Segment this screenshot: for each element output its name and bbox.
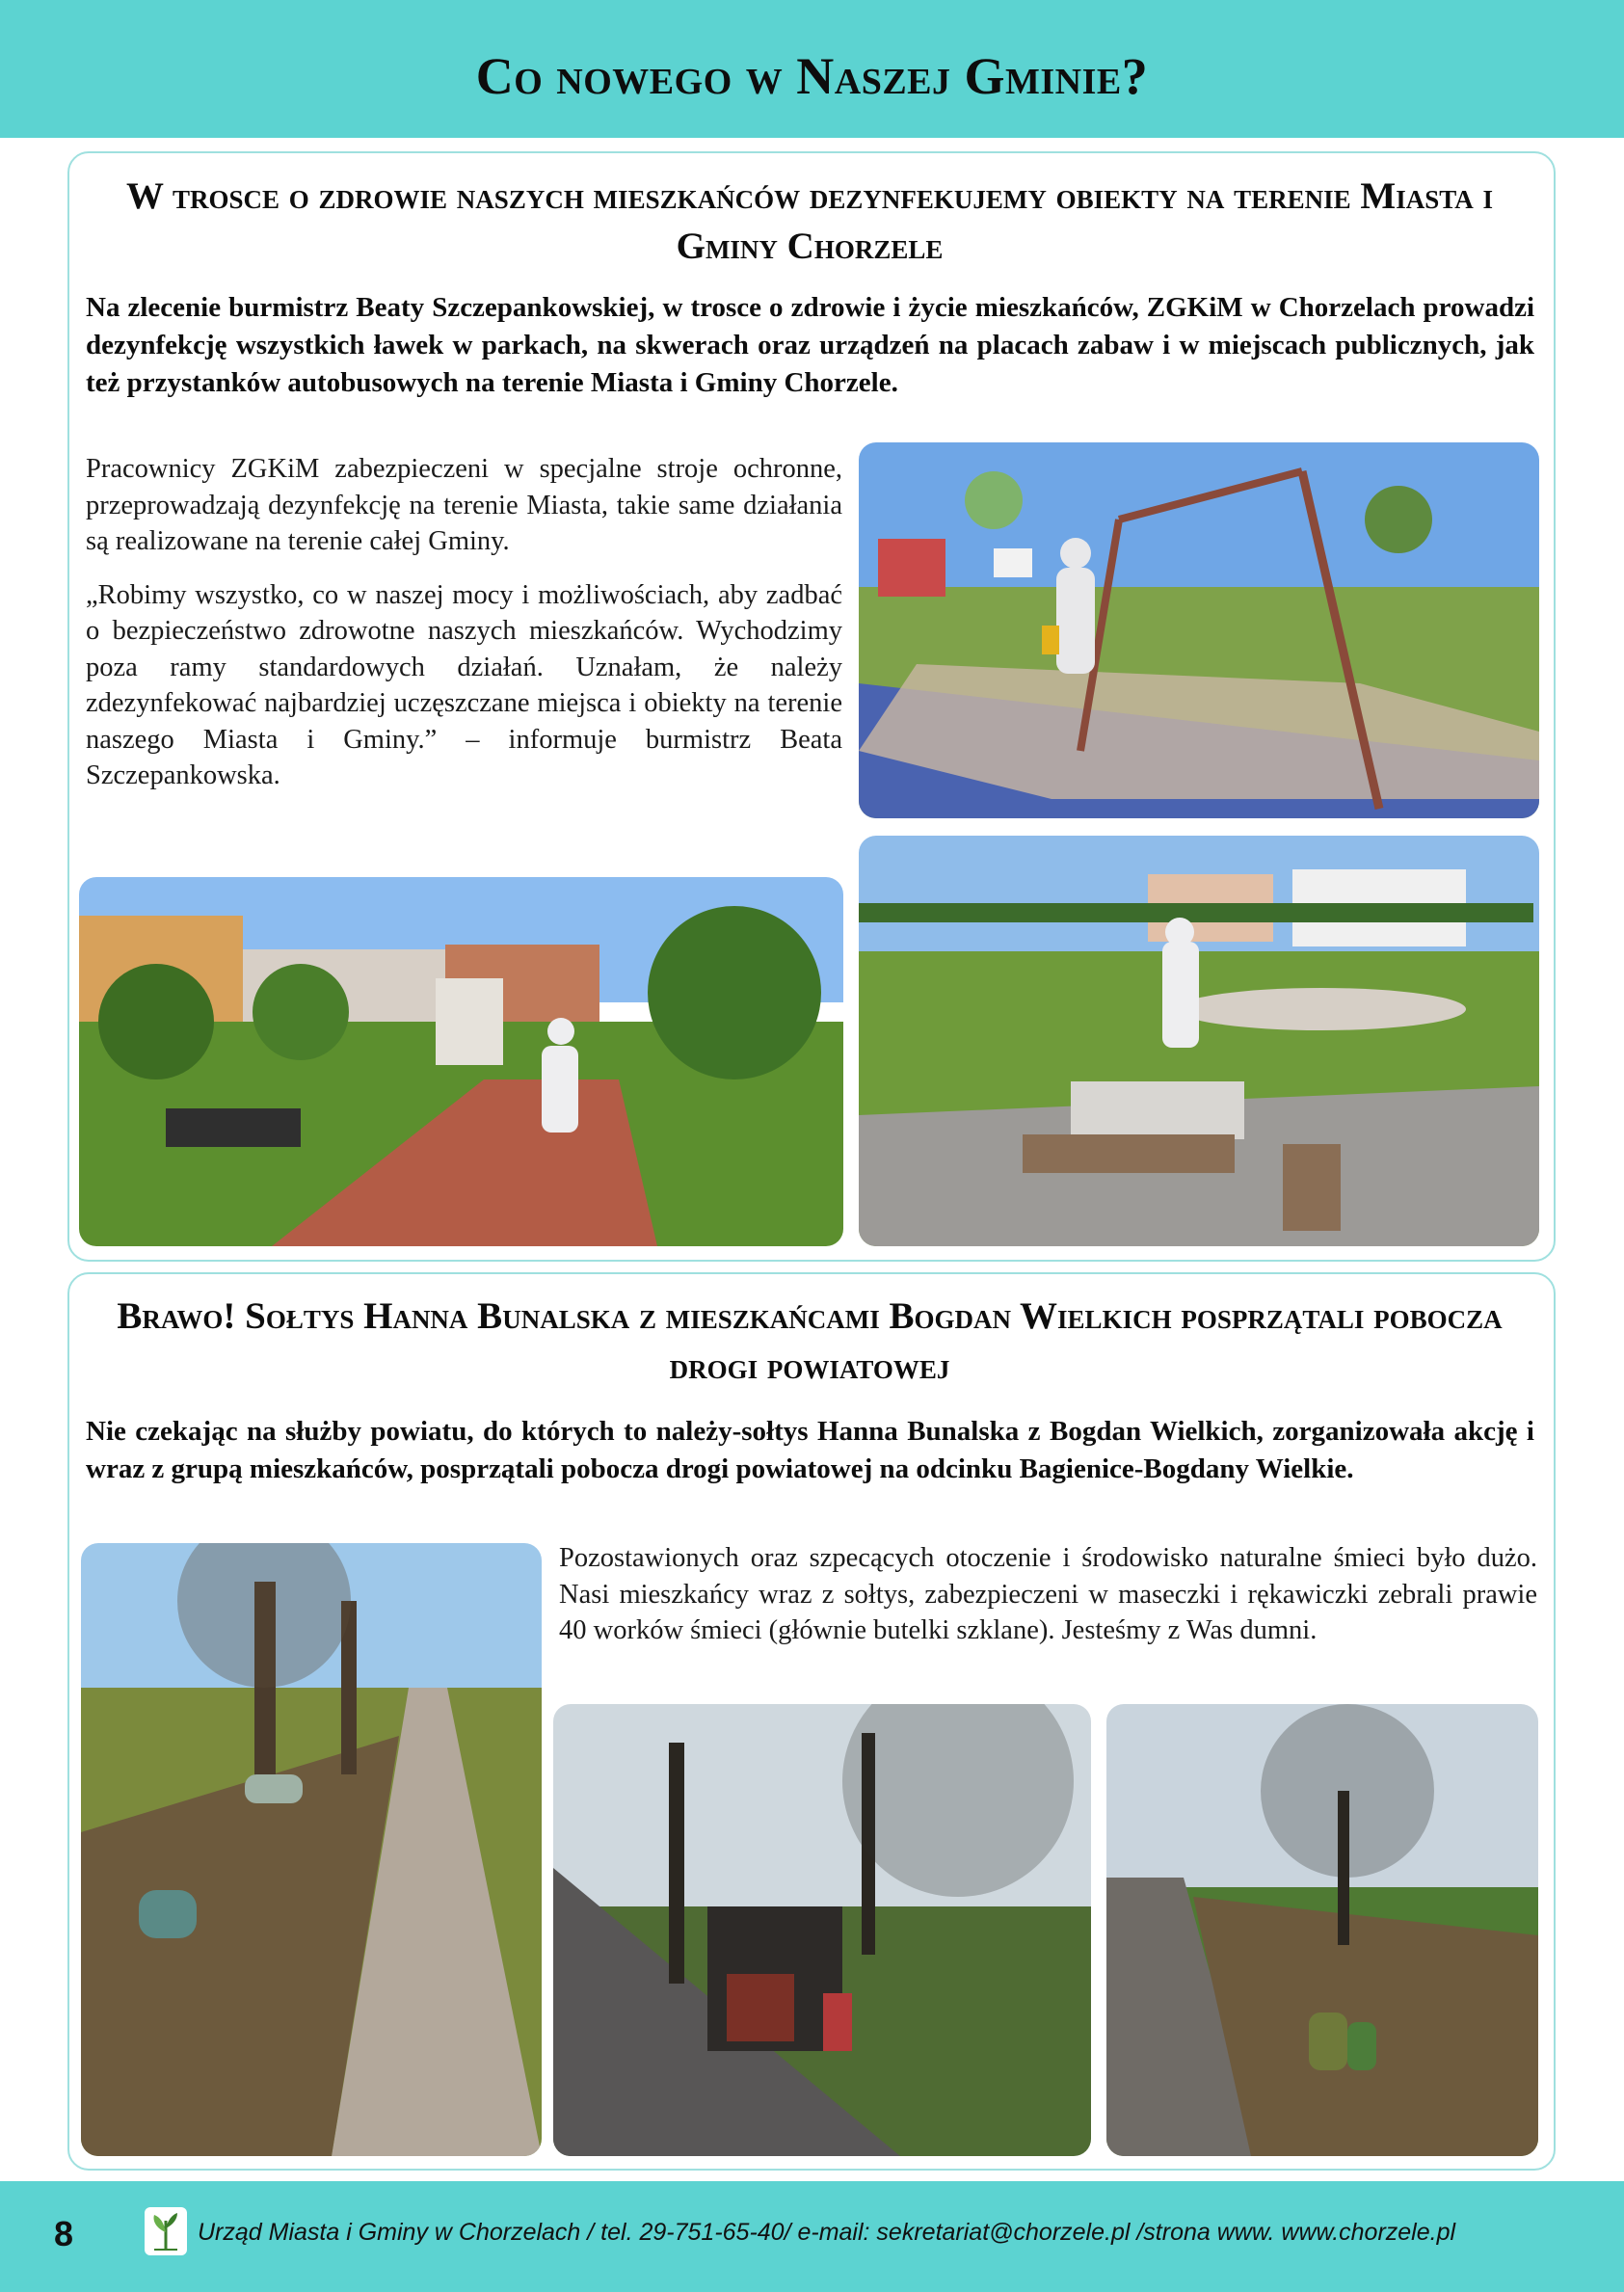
page-title: Co nowego w Naszej Gminie? <box>475 47 1149 105</box>
photo-field-road-bags <box>1106 1704 1538 2156</box>
footer-contact: Urząd Miasta i Gminy w Chorzelach / tel. 29-751-65-40/ e-mail: sekretariat@chorzele.pl /strona www. www.chorzele.pl <box>198 2219 1456 2246</box>
municipality-logo-icon <box>145 2207 187 2255</box>
photo-country-road-bags <box>81 1543 542 2156</box>
article-body <box>559 1540 1537 1666</box>
photo-square-monument <box>79 877 843 1246</box>
article-title: W trosce o zdrowie naszych mieszkańców dezynfekujemy obiekty na terenie Miasta i Gminy Chorzele <box>125 175 1494 267</box>
paragraph: Pracownicy ZGKiM zabezpieczeni w specjalne stroje ochronne, przeprowadzają dezynfekcję na terenie Miasta, takie same działania są realizowane na terenie całej Gminy. <box>86 454 842 556</box>
quote-paragraph: „Robimy wszystko, co w naszej mocy i możliwościach, aby zadbać o bezpieczeństwo zdrowotne naszych mieszkańców. Wychodzimy poza ramy standardowych działań. Uznałam, że należy zdezynfekować najbardziej uczęszczane miejsca i obiekty na terenie naszego Miasta i Gminy.” – informuje burmistrz Beata Szczepankowska. <box>86 579 842 790</box>
paragraph: Pozostawionych oraz szpecących otoczenie i środowisko naturalne śmieci było dużo. Nasi mieszkańcy wraz z sołtys, zabezpieczeni w maseczki i rękawiczki zebrali prawie 40 worków śmieci (głównie butelki szklane). Jesteśmy z Was dumni. <box>559 1543 1537 1645</box>
article-title: Brawo! Sołtys Hanna Bunalska z mieszkańcami Bogdan Wielkich posprzątali pobocza drogi powiatowej <box>117 1295 1503 1387</box>
article-lead: Nie czekając na służby powiatu, do których to należy-sołtys Hanna Bunalska z Bogdan Wielkich, zorganizowała akcję i wraz z grupą mieszkańców, posprzątali pobocza drogi powiatowej na odcinku Bagienice-Bogdany Wielkie. <box>86 1416 1534 1484</box>
photo-tractor-cleanup <box>553 1704 1091 2156</box>
photo-playground-disinfection <box>859 442 1539 818</box>
page-number: 8 <box>54 2214 74 2253</box>
article-lead: Na zlecenie burmistrz Beaty Szczepankowskiej, w trosce o zdrowie i życie mieszkańców, ZGKiM w Chorzelach prowadzi dezynfekcję wszystkich ławek w parkach, na skwerach oraz urządzeń na placach zabaw i w miejscach publicznych, jak też przystanków autobusowych na terenie Miasta i Gminy Chorzele. <box>86 292 1534 398</box>
photo-park-table-disinfection <box>859 836 1539 1246</box>
article-body <box>86 451 842 812</box>
